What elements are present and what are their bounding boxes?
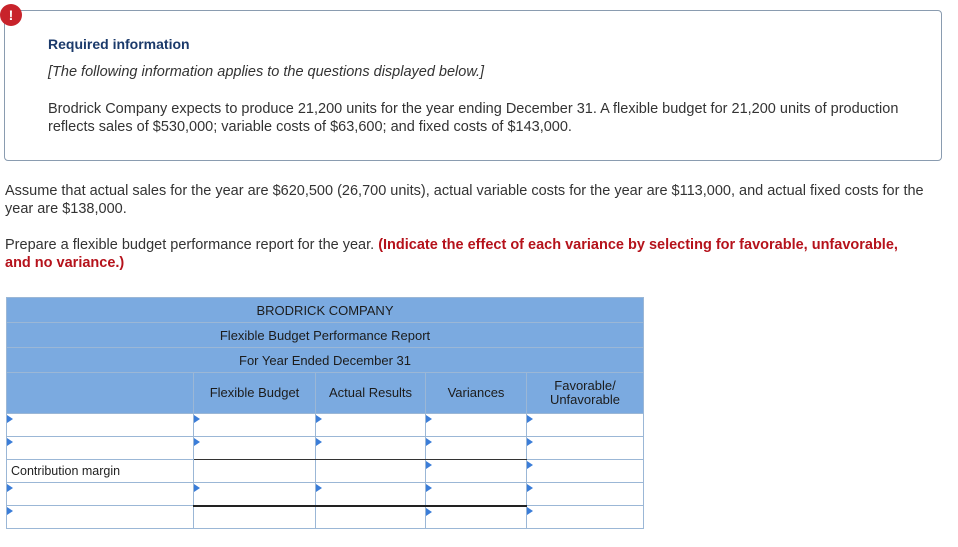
table-row [7, 437, 644, 460]
dropdown-arrow-icon [527, 484, 533, 492]
dropdown-arrow-icon [316, 415, 322, 423]
dropdown-arrow-icon [426, 484, 432, 492]
dropdown-arrow-icon [194, 484, 200, 492]
variances-input[interactable] [426, 483, 527, 506]
table-row [7, 460, 644, 483]
dropdown-arrow-icon [7, 415, 13, 423]
alert-icon: ! [0, 4, 22, 26]
question-text: Prepare a flexible budget performance report for the year. [5, 237, 379, 253]
favorable-unfavorable-header: Favorable/ Unfavorable [527, 373, 644, 414]
actual-results-header: Actual Results [316, 373, 426, 414]
flexible-budget-input[interactable] [194, 414, 316, 437]
row-label-dropdown[interactable] [7, 414, 194, 437]
question-paragraph-1: Assume that actual sales for the year are $620,500 (26,700 units), actual variable costs for the year are $113,000, and actual fixed costs for the year are $138,000. [5, 183, 924, 217]
label-column-header [7, 373, 194, 414]
row-label-dropdown[interactable] [7, 437, 194, 460]
variances-input[interactable] [426, 414, 527, 437]
favorable-unfavorable-dropdown[interactable] [527, 460, 644, 483]
required-info-heading: Required information [48, 36, 190, 52]
actual-results-input[interactable] [316, 483, 426, 506]
report-title: Flexible Budget Performance Report [7, 323, 644, 348]
required-info-body: Brodrick Company expects to produce 21,200 units for the year ending December 31. A flexible budget for 21,200 units of production reflects sales of $530,000; variable costs of $63,600; and fixed costs of $143,000. [48, 101, 899, 135]
row-label-dropdown[interactable] [7, 506, 194, 529]
flexible-budget-input[interactable] [194, 437, 316, 460]
dropdown-arrow-icon [7, 438, 13, 446]
favorable-unfavorable-dropdown[interactable] [527, 437, 644, 460]
dropdown-arrow-icon [316, 438, 322, 446]
performance-report-table [6, 297, 644, 529]
row-label-dropdown[interactable] [7, 483, 194, 506]
contribution-margin-label: Contribution margin [7, 460, 194, 483]
variances-header: Variances [426, 373, 527, 414]
dropdown-arrow-icon [426, 461, 432, 469]
favorable-unfavorable-dropdown[interactable] [527, 483, 644, 506]
variances-input[interactable] [426, 437, 527, 460]
dropdown-arrow-icon [527, 507, 533, 515]
report-period: For Year Ended December 31 [7, 348, 644, 373]
favorable-unfavorable-dropdown[interactable] [527, 506, 644, 529]
favorable-unfavorable-dropdown[interactable] [527, 414, 644, 437]
dropdown-arrow-icon [7, 484, 13, 492]
variances-input[interactable] [426, 460, 527, 483]
dropdown-arrow-icon [7, 507, 13, 515]
required-info-subheading: [The following information applies to the questions displayed below.] [48, 64, 485, 80]
report-company-name: BRODRICK COMPANY [7, 298, 644, 323]
flexible-budget-input[interactable] [194, 506, 316, 529]
dropdown-arrow-icon [527, 415, 533, 423]
question-instruction: (Indicate the effect of each variance by selecting for favorable, unfavorable, and no variance.) [5, 237, 898, 271]
dropdown-arrow-icon [194, 415, 200, 423]
dropdown-arrow-icon [426, 415, 432, 423]
table-row [7, 483, 644, 506]
actual-results-input[interactable] [316, 414, 426, 437]
dropdown-arrow-icon [527, 461, 533, 469]
table-row [7, 414, 644, 437]
actual-results-input[interactable] [316, 460, 426, 483]
required-information-box [4, 10, 942, 161]
dropdown-arrow-icon [194, 438, 200, 446]
flexible-budget-header: Flexible Budget [194, 373, 316, 414]
dropdown-arrow-icon [316, 484, 322, 492]
question-paragraph-2 [5, 236, 925, 272]
actual-results-input[interactable] [316, 506, 426, 529]
table-row [7, 506, 644, 529]
flexible-budget-input[interactable] [194, 460, 316, 483]
dropdown-arrow-icon [426, 508, 432, 516]
actual-results-input[interactable] [316, 437, 426, 460]
flexible-budget-input[interactable] [194, 483, 316, 506]
variances-input[interactable] [426, 506, 527, 529]
dropdown-arrow-icon [527, 438, 533, 446]
dropdown-arrow-icon [426, 438, 432, 446]
